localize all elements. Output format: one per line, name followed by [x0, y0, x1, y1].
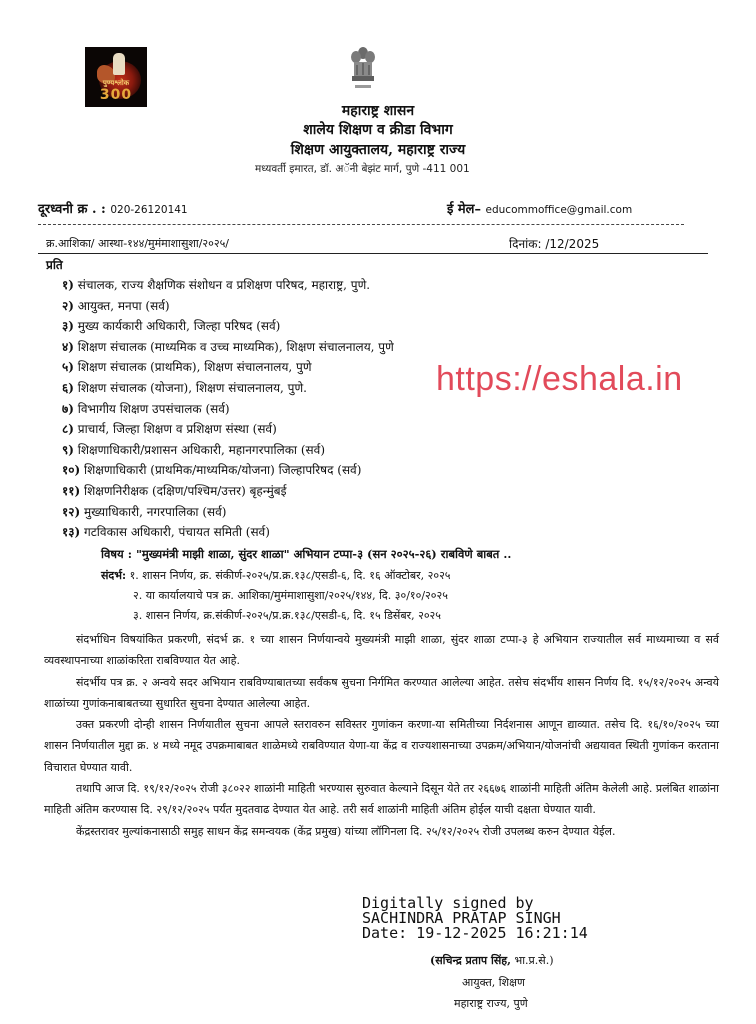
- references-block: [101, 566, 451, 626]
- item-number: ३): [62, 319, 74, 334]
- item-text: शिक्षणाधिकारी (प्राथमिक/माध्यमिक/योजना) जिल्हापरिषद (सर्व): [80, 463, 362, 478]
- item-number: २): [62, 298, 74, 313]
- date-label: दिनांक:: [509, 237, 546, 251]
- government-title: महाराष्ट्र शासन: [341, 103, 415, 119]
- addressee-item: [62, 399, 394, 420]
- letter-body: [44, 629, 719, 842]
- addressee-item: [62, 440, 394, 461]
- body-paragraph: उक्त प्रकरणी दोन्ही शासन निर्णयातील सुचना आपले स्तरावरुन सविस्तर गुणांकन करणा-या समितीच्या निर्दशनास आणून द्याव्यात. तसेच दि. १६/१०/२०२५ च्या शासन निर्णयातील मुद्दा क्र. ४ मध्ये नमूद उपक्रमाबाबत शाळेमध्ये राबविण्यात येणा-या केंद्र व राज्यशासनाच्या उपक्रम/अभियान/योजनांची अद्ययावत स्थिती गुणांकन करताना विचारात घेण्यात यावी.: [44, 718, 719, 774]
- body-paragraph: केंद्रस्तरावर मुल्यांकनासाठी समुह साधन केंद्र समन्वयक (केंद्र प्रमुख) यांच्या लॉगिनला दि. २५/१२/२०२५ रोजी उपलब्ध करुन देण्यात येईल.: [76, 824, 616, 838]
- references-label: संदर्भ:: [101, 569, 127, 582]
- phone-label: दूरध्वनी क्र . :: [38, 202, 111, 217]
- item-number: ५): [62, 360, 74, 375]
- reference-item: २. या कार्यालयाचे पत्र क्र. आशिका/मुमंमाशासुशा/२०२५/१४४, दि. ३०/१०/२०२५: [133, 589, 448, 602]
- rider-figure: [113, 53, 125, 75]
- reference-item: ३. शासन निर्णय, क्र.संकीर्ण-२०२५/प्र.क्र.१३८/एसडी-६, दि. १५ डिसेंबर, २०२५: [133, 609, 441, 622]
- solid-divider: [38, 253, 708, 254]
- item-text: गटविकास अधिकारी, पंचायत समिती (सर्व): [80, 525, 270, 540]
- letter-subject: विषय : "मुख्यमंत्री माझी शाळा, सुंदर शाळा" अभियान टप्पा-३ (सन २०२५-२६) राबविणे बाबत ..: [101, 547, 512, 561]
- item-text: शिक्षण संचालक (माध्यमिक व उच्च माध्यमिक), शिक्षण संचालनालय, पुणे: [73, 339, 394, 354]
- addressee-item: [62, 460, 394, 481]
- letter-date: [509, 235, 599, 252]
- dashed-divider: [38, 224, 684, 225]
- addressee-item: [62, 522, 394, 543]
- item-number: ८): [62, 422, 74, 437]
- date-value: /12/2025: [545, 237, 600, 251]
- item-number: ७): [62, 401, 74, 416]
- item-number: ४): [62, 339, 74, 354]
- addressee-item: [62, 357, 394, 378]
- logo-text: पुण्यश्लोक: [102, 79, 130, 87]
- signature-line-3: Date: 19-12-2025 16:21:14: [362, 924, 588, 942]
- item-number: १०): [62, 463, 81, 478]
- item-number: १): [62, 278, 74, 292]
- addressee-item: [62, 502, 394, 523]
- department-title: शालेय शिक्षण व क्रीडा विभाग: [303, 122, 453, 138]
- body-paragraph: तथापि आज दि. १९/१२/२०२५ रोजी ३८०२२ शाळांनी माहिती भरण्यास सुरुवात केल्याने दिसून येते तर २६६७६ शाळांनी माहिती अंतिम केलेली आहे. प्रलंबित शाळांना माहिती अंतिम करण्यास दि. २९/१२/२०२५ पर्यंत मुदतवाढ देण्यात येत आहे. तरी सर्व शाळांनी माहिती अंतिम होईल याची दक्षता घेण्यात यावी.: [44, 782, 719, 817]
- punyashlok-300-logo: [85, 47, 147, 107]
- item-number: १३): [62, 525, 81, 540]
- email-value[interactable]: educommoffice@gmail.com: [485, 204, 633, 216]
- item-number: ११): [62, 483, 81, 498]
- addressee-item: [62, 296, 394, 317]
- item-text: मुख्याधिकारी, नगरपालिका (सर्व): [80, 504, 227, 519]
- item-text: संचालक, राज्य शैक्षणिक संशोधन व प्रशिक्षण परिषद, महाराष्ट्र, पुणे.: [73, 278, 371, 292]
- digital-signature: [362, 896, 588, 941]
- body-paragraph: संदर्भाधिन विषयांकित प्रकरणी, संदर्भ क्र. १ च्या शासन निर्णयान्वये मुख्यमंत्री माझी शाळा, सुंदर शाळा टप्पा-३ हे अभियान राज्यातील सर्व माध्यमाच्या व सर्व व्यवस्थापनाच्या शाळांकरिता राबविण्यात येत आहे.: [44, 633, 719, 668]
- phone-value: 020-26120141: [110, 204, 188, 216]
- signer-name-bold: (सचिन्द्र प्रताप सिंह,: [430, 954, 511, 967]
- item-text: आयुक्त, मनपा (सर्व): [73, 298, 170, 313]
- signer-name: [430, 953, 554, 968]
- logo-number: 300: [99, 87, 133, 103]
- office-address: मध्यवर्ती इमारत, डॉ. अॅनी बेझंट मार्ग, पुणे -411 001: [255, 163, 470, 175]
- email-label: ई मेल–: [447, 202, 486, 217]
- national-emblem-icon: [349, 45, 377, 93]
- to-label: प्रति: [46, 258, 63, 272]
- signature-line-2: SACHINDRA PRATAP SINGH: [362, 909, 561, 927]
- reference-number: क्र.आशिका/ आस्था-१४४/मुमंमाशासुशा/२०२५/: [46, 237, 229, 250]
- signer-suffix: भा.प्र.से.): [510, 954, 554, 967]
- commissionerate-title: शिक्षण आयुक्तालय, महाराष्ट्र राज्य: [290, 142, 466, 158]
- addressee-item: [62, 378, 394, 399]
- item-text: विभागीय शिक्षण उपसंचालक (सर्व): [73, 401, 230, 416]
- item-text: शिक्षणाधिकारी/प्रशासन अधिकारी, महानगरपालिका (सर्व): [73, 442, 326, 457]
- item-text: प्राचार्य, जिल्हा शिक्षण व प्रशिक्षण संस्था (सर्व): [73, 422, 277, 437]
- item-text: शिक्षणनिरीक्षक (दक्षिण/पश्चिम/उत्तर) बृहन्मुंबई: [80, 483, 287, 498]
- item-text: शिक्षण संचालक (योजना), शिक्षण संचालनालय, पुणे.: [73, 380, 307, 395]
- email-info: [447, 199, 632, 217]
- addressee-item: [62, 275, 394, 296]
- signer-designation: आयुक्त, शिक्षण: [462, 976, 525, 989]
- website-watermark: https://eshala.in: [436, 360, 683, 398]
- addressee-item: [62, 419, 394, 440]
- item-text: मुख्य कार्यकारी अधिकारी, जिल्हा परिषद (सर्व): [73, 319, 281, 334]
- item-number: १२): [62, 504, 81, 519]
- phone-info: [38, 199, 188, 217]
- addressee-item: [62, 316, 394, 337]
- signer-place: महाराष्ट्र राज्य, पुणे: [454, 997, 528, 1010]
- signature-line-1: Digitally signed by: [362, 894, 534, 912]
- item-number: ६): [62, 380, 74, 395]
- item-number: ९): [62, 442, 74, 457]
- body-paragraph: संदर्भीय पत्र क्र. २ अन्वये सदर अभियान राबविण्याबातच्या सर्वंकष सुचना निर्गमित करण्यात आलेल्या आहेत. तसेच संदर्भीय शासन निर्णय दि. १५/१२/२०२५ अन्वये शाळांच्या गुणांकनाबाबतच्या सुधारित सुचना देण्यात आलेल्या आहेत.: [44, 675, 719, 710]
- reference-item: [101, 566, 451, 586]
- addressee-list: [62, 275, 394, 543]
- reference-text: १. शासन निर्णय, क्र. संकीर्ण-२०२५/प्र.क्र.१३८/एसडी-६, दि. १६ ऑक्टोबर, २०२५: [126, 569, 451, 582]
- addressee-item: [62, 337, 394, 358]
- addressee-item: [62, 481, 394, 502]
- item-text: शिक्षण संचालक (प्राथमिक), शिक्षण संचालनालय, पुणे: [73, 360, 312, 375]
